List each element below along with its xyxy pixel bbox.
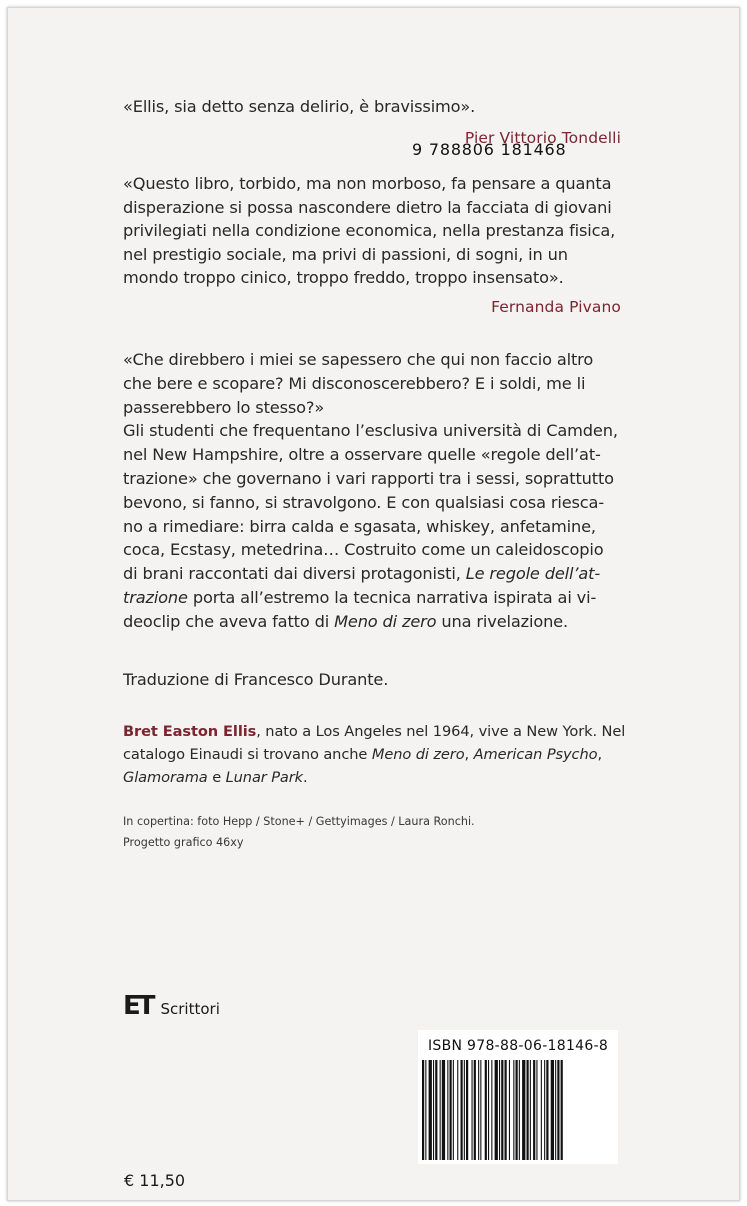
author-bio-text: catalogo Einaudi si trovano anche: [123, 746, 372, 763]
credit-line: In copertina: foto Hepp / Stone+ / Gettyimages / Laura Ronchi.: [123, 815, 475, 828]
blurb-line: trazione» che governano i vari rapporti tra i sessi, soprattutto: [123, 468, 614, 488]
quote-author-tondelli: Pier Vittorio Tondelli: [464, 129, 621, 147]
quote-line: nel prestigio sociale, ma privi di passioni, di sogni, in un: [123, 244, 568, 264]
blurb-line: no a rimediare: birra calda e sgasata, whiskey, anfetamine,: [123, 516, 596, 536]
book-back-cover: [7, 7, 740, 1201]
blurb-book-title: trazione: [123, 587, 188, 607]
blurb-book-title: Le regole dell’at-: [465, 564, 601, 584]
blurb-text: deoclip che aveva fatto di: [123, 611, 335, 631]
translation-credit: Traduzione di Francesco Durante.: [123, 670, 389, 689]
blurb-line: «Che direbbero i miei se sapessero che qui non faccio altro: [123, 350, 594, 369]
author-bio-text: , nato a Los Angeles nel 1964, vive a New York. Nel: [256, 723, 626, 740]
credit-line: Progetto grafico 46xy: [123, 836, 244, 849]
blurb-line: che bere e scopare? Mi disconoscerebbero? E i soldi, me li: [123, 373, 586, 393]
isbn-label: ISBN 978-88-06-18146-8: [428, 1038, 609, 1054]
blurb-line: passerebbero lo stesso?»: [123, 397, 325, 417]
blurb-line: coca, Ecstasy, metedrina… Costruito come un caleidoscopio: [123, 540, 604, 560]
quote-line: «Questo libro, torbido, ma non morboso, fa pensare a quanta: [123, 174, 612, 193]
blurb-text: porta all’estremo la tecnica narrativa ispirata ai vi-: [187, 587, 597, 607]
separator: ,: [464, 746, 474, 763]
blurb-line: [123, 562, 623, 586]
quote-author-pivano: Fernanda Pivano: [491, 298, 621, 316]
blurb-line: Gli studenti che frequentano l’esclusiva università di Camden,: [123, 421, 618, 441]
price: € 11,50: [124, 1171, 186, 1190]
book-title: American Psycho: [473, 746, 598, 763]
quote-line: privilegiati nella condizione economica, nella prestanza fisica,: [123, 221, 616, 240]
book-title: Glamorama: [123, 769, 208, 786]
conjunction: e: [207, 769, 226, 786]
series-name: Scrittori: [160, 1000, 220, 1018]
quote-line: «Ellis, sia detto senza delirio, è bravissimo».: [123, 97, 476, 116]
cover-credits: [123, 811, 623, 853]
blurb-book-title: Meno di zero: [334, 611, 437, 631]
blurb-text: una rivelazione.: [436, 611, 568, 631]
quote-line: mondo troppo cinico, troppo freddo, troppo insensato».: [123, 268, 564, 287]
author-bio-line: [123, 743, 643, 766]
et-logo: ET: [123, 991, 153, 1021]
separator: ,: [597, 746, 603, 763]
blurb-line: bevono, si fanno, si stravolgono. E con qualsiasi cosa riesca-: [123, 492, 605, 512]
author-bio-line: [123, 720, 643, 743]
blurb-line: [123, 610, 623, 634]
ean-digits: 9 788806 181468: [412, 140, 567, 159]
quote-tondelli: [123, 95, 623, 119]
blurb-line: nel New Hampshire, oltre a osservare quelle «regole dell’at-: [123, 445, 601, 465]
period: .: [303, 769, 308, 786]
book-title: Lunar Park: [225, 769, 304, 786]
book-blurb: [123, 348, 623, 634]
book-title: Meno di zero: [371, 746, 465, 763]
blurb-text: di brani raccontati dai diversi protagonisti,: [123, 564, 461, 584]
author-bio-line: [123, 766, 643, 789]
quote-line: disperazione si possa nascondere dietro la facciata di giovani: [123, 197, 612, 217]
series-brand: [123, 991, 220, 1021]
blurb-line: [123, 586, 623, 610]
quote-pivano: [123, 172, 623, 290]
barcode-panel: [418, 1030, 618, 1164]
author-bio: [123, 720, 643, 789]
barcode-icon: [420, 1060, 616, 1164]
author-name: Bret Easton Ellis: [123, 723, 257, 740]
